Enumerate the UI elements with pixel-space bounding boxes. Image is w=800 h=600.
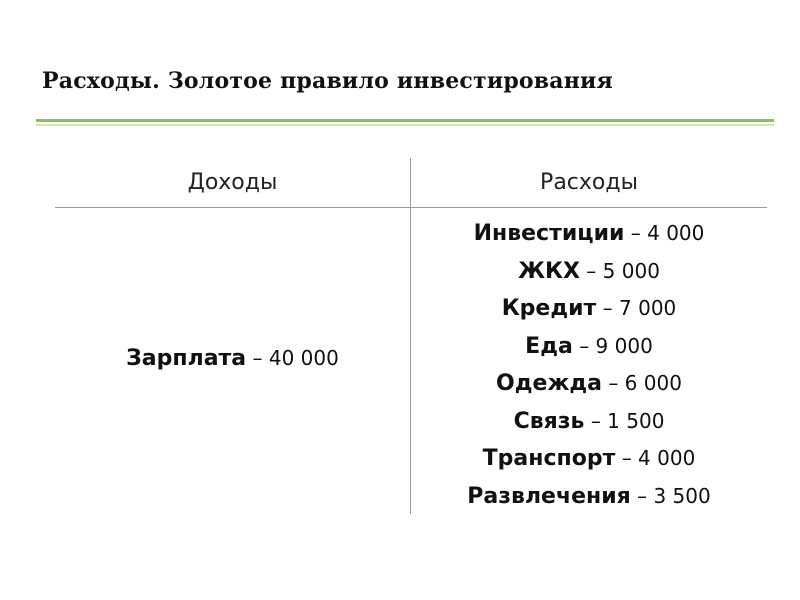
page-title: Расходы. Золотое правило инвестирования [42, 68, 614, 94]
expense-item [411, 478, 767, 516]
title-underline-light [36, 124, 774, 126]
expense-amount: 9 000 [595, 333, 653, 358]
expense-item [411, 365, 767, 403]
header-income: Доходы [187, 170, 278, 195]
income-cell [55, 346, 410, 371]
income-amount: 40 000 [268, 346, 339, 370]
expense-item [411, 215, 767, 253]
expense-amount: 3 500 [653, 483, 711, 508]
expense-separator: – [630, 221, 641, 245]
expense-label: Еда [525, 333, 573, 359]
expense-label: ЖКХ [518, 258, 580, 284]
expense-label: Кредит [501, 296, 597, 321]
title-underline [36, 119, 774, 122]
expense-separator: – [579, 333, 590, 358]
expense-label: Одежда [496, 371, 602, 396]
income-expense-table [55, 158, 767, 514]
expense-item [411, 328, 767, 366]
expense-amount: 7 000 [619, 296, 677, 320]
expense-amount: 5 000 [602, 258, 660, 283]
expense-separator: – [590, 408, 601, 433]
income-separator: – [252, 346, 263, 370]
header-divider [55, 207, 767, 208]
expense-item [411, 403, 767, 441]
expense-label: Инвестиции [473, 221, 625, 246]
expense-amount: 1 500 [607, 408, 665, 433]
income-label: Зарплата [126, 346, 247, 371]
expense-separator: – [621, 446, 632, 470]
expense-label: Транспорт [482, 446, 616, 471]
expense-amount: 6 000 [624, 371, 682, 395]
expense-item [411, 440, 767, 478]
expense-item [411, 253, 767, 291]
expense-separator: – [602, 296, 613, 320]
expense-label: Связь [513, 408, 585, 434]
header-expenses: Расходы [540, 170, 638, 195]
expense-list [411, 215, 767, 515]
expense-separator: – [608, 371, 619, 395]
expense-amount: 4 000 [638, 446, 696, 470]
expense-item [411, 290, 767, 328]
expense-separator: – [637, 483, 648, 508]
expense-separator: – [586, 258, 597, 283]
expense-label: Развлечения [467, 483, 631, 509]
expense-amount: 4 000 [647, 221, 705, 245]
